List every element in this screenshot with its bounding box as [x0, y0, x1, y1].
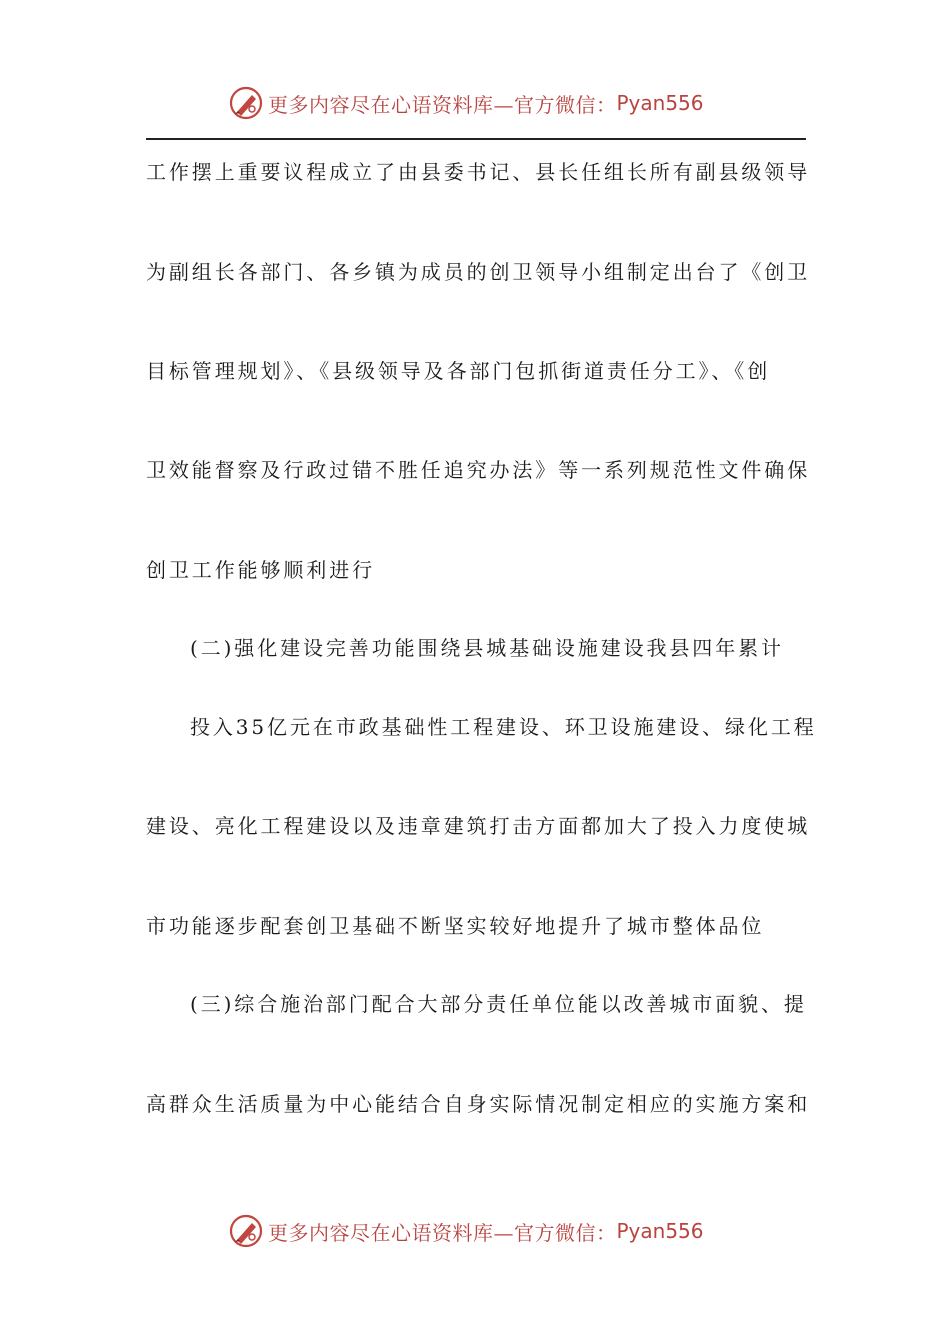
footer-banner	[228, 1212, 704, 1250]
pen-logo-icon	[228, 85, 264, 121]
body-line: 高群众生活质量为中心能结合自身实际情况制定相应的实施方案和	[146, 1092, 811, 1116]
header-brand-text: 更多内容尽在心语资料库—官方微信：	[268, 92, 617, 117]
body-line: 为副组长各部门、各乡镇为成员的创卫领导小组制定出台了《创卫	[146, 260, 811, 284]
body-line: 工作摆上重要议程成立了由县委书记、县长任组长所有副县级领导	[146, 160, 811, 184]
header-banner	[228, 84, 704, 122]
body-line: 目标管理规划》、《县级领导及各部门包抓街道责任分工》、《创	[146, 359, 771, 383]
footer-brand-text: 更多内容尽在心语资料库—官方微信：	[268, 1220, 617, 1245]
pen-logo-icon	[228, 1213, 264, 1249]
body-line: 卫效能督察及行政过错不胜任追究办法》等一系列规范性文件确保	[146, 458, 811, 482]
body-line: 建设、亮化工程建设以及违章建筑打击方面都加大了投入力度使城	[146, 814, 811, 838]
section-heading-line: (三)综合施治部门配合大部分责任单位能以改善城市面貌、提	[190, 992, 807, 1016]
body-line: 投入35亿元在市政基础性工程建设、环卫设施建设、绿化工程	[190, 715, 817, 739]
body-line: 市功能逐步配套创卫基础不断坚实较好地提升了城市整体品位	[146, 914, 765, 938]
header-divider	[146, 138, 806, 140]
header-wechat-id: Pyan556	[616, 91, 704, 115]
body-line: 创卫工作能够顺利进行	[146, 558, 375, 582]
section-heading-line: (二)强化建设完善功能围绕县城基础设施建设我县四年累计	[190, 636, 784, 660]
footer-wechat-id: Pyan556	[616, 1219, 704, 1243]
